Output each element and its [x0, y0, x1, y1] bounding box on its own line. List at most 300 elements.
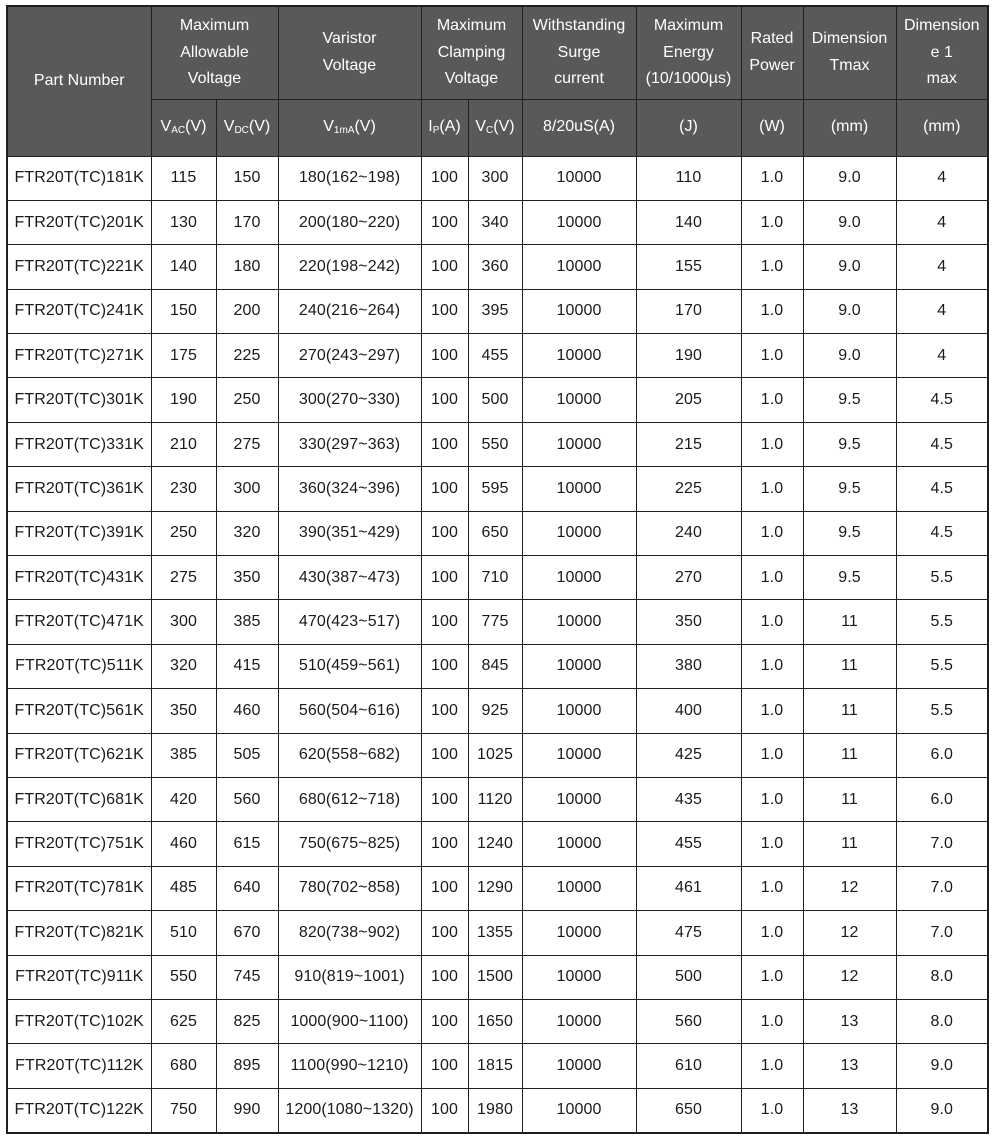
- value-cell: 1100(990~1210): [278, 1044, 421, 1088]
- part-number-cell: FTR20T(TC)431K: [7, 556, 151, 600]
- value-cell: 10000: [522, 156, 636, 200]
- value-cell: 610: [636, 1044, 741, 1088]
- part-number-cell: FTR20T(TC)112K: [7, 1044, 151, 1088]
- value-cell: 910(819~1001): [278, 955, 421, 999]
- value-cell: 9.5: [803, 422, 896, 466]
- part-number-cell: FTR20T(TC)511K: [7, 644, 151, 688]
- value-cell: 560: [216, 777, 278, 821]
- value-cell: 10000: [522, 733, 636, 777]
- value-cell: 300(270~330): [278, 378, 421, 422]
- value-cell: 415: [216, 644, 278, 688]
- value-cell: 620(558~682): [278, 733, 421, 777]
- table-row: [7, 467, 988, 511]
- value-cell: 1025: [468, 733, 522, 777]
- table-row: [7, 1044, 988, 1088]
- value-cell: 180: [216, 245, 278, 289]
- table-row: [7, 378, 988, 422]
- value-cell: 4.5: [896, 378, 988, 422]
- part-number-cell: FTR20T(TC)391K: [7, 511, 151, 555]
- value-cell: 9.5: [803, 511, 896, 555]
- value-cell: 9.0: [896, 1044, 988, 1088]
- part-number-cell: FTR20T(TC)221K: [7, 245, 151, 289]
- value-cell: 4: [896, 200, 988, 244]
- value-cell: 10000: [522, 245, 636, 289]
- value-cell: 820(738~902): [278, 911, 421, 955]
- value-cell: 10000: [522, 999, 636, 1043]
- table-row: [7, 422, 988, 466]
- table-row: [7, 156, 988, 200]
- value-cell: 460: [151, 822, 216, 866]
- value-cell: 150: [216, 156, 278, 200]
- value-cell: 210: [151, 422, 216, 466]
- value-cell: 400: [636, 689, 741, 733]
- value-cell: 10000: [522, 911, 636, 955]
- value-cell: 775: [468, 600, 522, 644]
- value-cell: 9.0: [803, 334, 896, 378]
- value-cell: 100: [421, 999, 468, 1043]
- column-header-maximum-allowable-voltage: Maximum Allowable Voltage: [151, 6, 278, 99]
- value-cell: 9.0: [803, 245, 896, 289]
- value-cell: 1.0: [741, 822, 803, 866]
- value-cell: 11: [803, 777, 896, 821]
- value-cell: 275: [216, 422, 278, 466]
- value-cell: 1.0: [741, 1088, 803, 1132]
- value-cell: 435: [636, 777, 741, 821]
- value-cell: 8.0: [896, 999, 988, 1043]
- table-body: [7, 156, 988, 1133]
- value-cell: 8.0: [896, 955, 988, 999]
- value-cell: 560: [636, 999, 741, 1043]
- value-cell: 240: [636, 511, 741, 555]
- value-cell: 150: [151, 289, 216, 333]
- table-row: [7, 689, 988, 733]
- value-cell: 1.0: [741, 689, 803, 733]
- unit-text: V: [323, 118, 334, 136]
- value-cell: 360: [468, 245, 522, 289]
- value-cell: 10000: [522, 200, 636, 244]
- value-cell: 100: [421, 689, 468, 733]
- value-cell: 650: [636, 1088, 741, 1132]
- part-number-cell: FTR20T(TC)561K: [7, 689, 151, 733]
- unit-header-vc: [468, 99, 522, 156]
- value-cell: 100: [421, 556, 468, 600]
- unit-header-vdc: [216, 99, 278, 156]
- value-cell: 1290: [468, 866, 522, 910]
- value-cell: 825: [216, 999, 278, 1043]
- value-cell: 1.0: [741, 467, 803, 511]
- unit-header-v1ma: [278, 99, 421, 156]
- value-cell: 110: [636, 156, 741, 200]
- value-cell: 1.0: [741, 644, 803, 688]
- value-cell: 10000: [522, 511, 636, 555]
- value-cell: 300: [151, 600, 216, 644]
- value-cell: 13: [803, 999, 896, 1043]
- value-cell: 200: [216, 289, 278, 333]
- value-cell: 425: [636, 733, 741, 777]
- value-cell: 13: [803, 1088, 896, 1132]
- value-cell: 11: [803, 600, 896, 644]
- value-cell: 500: [636, 955, 741, 999]
- value-cell: 5.5: [896, 556, 988, 600]
- value-cell: 550: [468, 422, 522, 466]
- table-row: [7, 866, 988, 910]
- value-cell: 9.0: [803, 289, 896, 333]
- value-cell: 175: [151, 334, 216, 378]
- value-cell: 625: [151, 999, 216, 1043]
- value-cell: 385: [216, 600, 278, 644]
- unit-header-energy-j: [636, 99, 741, 156]
- value-cell: 4.5: [896, 511, 988, 555]
- value-cell: 595: [468, 467, 522, 511]
- value-cell: 4.5: [896, 467, 988, 511]
- value-cell: 510(459~561): [278, 644, 421, 688]
- column-header-maximum-energy: Maximum Energy (10/1000µs): [636, 6, 741, 99]
- value-cell: 115: [151, 156, 216, 200]
- value-cell: 11: [803, 689, 896, 733]
- table-row: [7, 511, 988, 555]
- unit-text: V: [160, 118, 172, 136]
- value-cell: 11: [803, 644, 896, 688]
- value-cell: 100: [421, 334, 468, 378]
- table-row: [7, 644, 988, 688]
- unit-header-ip: [421, 99, 468, 156]
- value-cell: 10000: [522, 422, 636, 466]
- unit-text: V: [475, 118, 487, 136]
- value-cell: 510: [151, 911, 216, 955]
- value-cell: 9.0: [803, 200, 896, 244]
- table-row: [7, 822, 988, 866]
- value-cell: 1.0: [741, 1044, 803, 1088]
- column-header-maximum-clamping-voltage: Maximum Clamping Voltage: [421, 6, 522, 99]
- value-cell: 560(504~616): [278, 689, 421, 733]
- value-cell: 1815: [468, 1044, 522, 1088]
- value-cell: 350: [216, 556, 278, 600]
- value-cell: 100: [421, 1044, 468, 1088]
- table-row: [7, 1088, 988, 1132]
- value-cell: 10000: [522, 689, 636, 733]
- part-number-cell: FTR20T(TC)201K: [7, 200, 151, 244]
- value-cell: 4.5: [896, 422, 988, 466]
- value-cell: 745: [216, 955, 278, 999]
- value-cell: 1650: [468, 999, 522, 1043]
- value-cell: 500: [468, 378, 522, 422]
- value-cell: 1.0: [741, 733, 803, 777]
- value-cell: 300: [468, 156, 522, 200]
- table-row: [7, 955, 988, 999]
- value-cell: 330(297~363): [278, 422, 421, 466]
- value-cell: 640: [216, 866, 278, 910]
- value-cell: 9.5: [803, 556, 896, 600]
- value-cell: 100: [421, 955, 468, 999]
- header-group-row: [7, 6, 988, 99]
- value-cell: 5.5: [896, 689, 988, 733]
- part-number-cell: FTR20T(TC)781K: [7, 866, 151, 910]
- value-cell: 1.0: [741, 911, 803, 955]
- part-number-cell: FTR20T(TC)751K: [7, 822, 151, 866]
- unit-subscript: 1mA: [333, 125, 355, 137]
- part-number-cell: FTR20T(TC)821K: [7, 911, 151, 955]
- value-cell: 100: [421, 600, 468, 644]
- value-cell: 1.0: [741, 156, 803, 200]
- value-cell: 350: [636, 600, 741, 644]
- value-cell: 11: [803, 822, 896, 866]
- unit-header-power-w: [741, 99, 803, 156]
- value-cell: 10000: [522, 600, 636, 644]
- value-cell: 10000: [522, 644, 636, 688]
- unit-text: V: [223, 118, 235, 136]
- value-cell: 750: [151, 1088, 216, 1132]
- value-cell: 395: [468, 289, 522, 333]
- unit-subscript: AC: [171, 125, 186, 137]
- value-cell: 710: [468, 556, 522, 600]
- value-cell: 380: [636, 644, 741, 688]
- unit-header-e1-mm: [896, 99, 988, 156]
- value-cell: 10000: [522, 1088, 636, 1132]
- value-cell: 10000: [522, 334, 636, 378]
- value-cell: 13: [803, 1044, 896, 1088]
- value-cell: 4: [896, 156, 988, 200]
- value-cell: 9.5: [803, 378, 896, 422]
- unit-text: (V): [493, 118, 515, 136]
- value-cell: 420: [151, 777, 216, 821]
- value-cell: 100: [421, 733, 468, 777]
- value-cell: 100: [421, 511, 468, 555]
- value-cell: 5.5: [896, 600, 988, 644]
- table-header: [7, 6, 988, 156]
- table-row: [7, 999, 988, 1043]
- value-cell: 140: [151, 245, 216, 289]
- value-cell: 1.0: [741, 200, 803, 244]
- value-cell: 9.5: [803, 467, 896, 511]
- part-number-cell: FTR20T(TC)471K: [7, 600, 151, 644]
- value-cell: 100: [421, 156, 468, 200]
- value-cell: 10000: [522, 955, 636, 999]
- column-header-withstanding-surge-current: Withstanding Surge current: [522, 6, 636, 99]
- value-cell: 1500: [468, 955, 522, 999]
- value-cell: 1.0: [741, 955, 803, 999]
- value-cell: 190: [151, 378, 216, 422]
- value-cell: 6.0: [896, 777, 988, 821]
- value-cell: 215: [636, 422, 741, 466]
- value-cell: 9.0: [896, 1088, 988, 1132]
- value-cell: 220(198~242): [278, 245, 421, 289]
- value-cell: 155: [636, 245, 741, 289]
- value-cell: 455: [636, 822, 741, 866]
- value-cell: 470(423~517): [278, 600, 421, 644]
- value-cell: 1000(900~1100): [278, 999, 421, 1043]
- value-cell: 1.0: [741, 511, 803, 555]
- value-cell: 1.0: [741, 289, 803, 333]
- value-cell: 100: [421, 644, 468, 688]
- unit-header-surge: [522, 99, 636, 156]
- value-cell: 170: [216, 200, 278, 244]
- unit-text: (J): [679, 118, 698, 136]
- value-cell: 350: [151, 689, 216, 733]
- part-number-cell: FTR20T(TC)241K: [7, 289, 151, 333]
- value-cell: 455: [468, 334, 522, 378]
- table-row: [7, 600, 988, 644]
- unit-text: I: [428, 118, 433, 136]
- value-cell: 10000: [522, 467, 636, 511]
- part-number-cell: FTR20T(TC)271K: [7, 334, 151, 378]
- unit-text: (A): [439, 118, 461, 136]
- varistor-spec-table: [6, 5, 989, 1134]
- value-cell: 170: [636, 289, 741, 333]
- value-cell: 100: [421, 866, 468, 910]
- unit-text: (W): [759, 118, 785, 136]
- table-row: [7, 334, 988, 378]
- value-cell: 1.0: [741, 999, 803, 1043]
- value-cell: 5.5: [896, 644, 988, 688]
- part-number-cell: FTR20T(TC)301K: [7, 378, 151, 422]
- value-cell: 225: [636, 467, 741, 511]
- value-cell: 1.0: [741, 378, 803, 422]
- value-cell: 10000: [522, 777, 636, 821]
- value-cell: 390(351~429): [278, 511, 421, 555]
- value-cell: 12: [803, 955, 896, 999]
- value-cell: 10000: [522, 866, 636, 910]
- value-cell: 340: [468, 200, 522, 244]
- part-number-cell: FTR20T(TC)122K: [7, 1088, 151, 1132]
- value-cell: 100: [421, 777, 468, 821]
- part-number-cell: FTR20T(TC)331K: [7, 422, 151, 466]
- value-cell: 680: [151, 1044, 216, 1088]
- value-cell: 12: [803, 866, 896, 910]
- value-cell: 1.0: [741, 600, 803, 644]
- value-cell: 100: [421, 467, 468, 511]
- unit-text: 8/20uS(A): [542, 118, 616, 136]
- column-header-dimension-tmax: Dimension Tmax: [803, 6, 896, 99]
- value-cell: 990: [216, 1088, 278, 1132]
- value-cell: 10000: [522, 822, 636, 866]
- value-cell: 300: [216, 467, 278, 511]
- value-cell: 190: [636, 334, 741, 378]
- value-cell: 270(243~297): [278, 334, 421, 378]
- value-cell: 250: [216, 378, 278, 422]
- value-cell: 100: [421, 911, 468, 955]
- value-cell: 1240: [468, 822, 522, 866]
- value-cell: 100: [421, 422, 468, 466]
- value-cell: 650: [468, 511, 522, 555]
- value-cell: 430(387~473): [278, 556, 421, 600]
- value-cell: 680(612~718): [278, 777, 421, 821]
- unit-subscript: C: [486, 125, 494, 137]
- part-number-cell: FTR20T(TC)681K: [7, 777, 151, 821]
- value-cell: 780(702~858): [278, 866, 421, 910]
- unit-text: (V): [185, 118, 207, 136]
- unit-header-tmax-mm: [803, 99, 896, 156]
- value-cell: 100: [421, 289, 468, 333]
- value-cell: 1.0: [741, 866, 803, 910]
- value-cell: 10000: [522, 378, 636, 422]
- value-cell: 275: [151, 556, 216, 600]
- value-cell: 615: [216, 822, 278, 866]
- value-cell: 1.0: [741, 334, 803, 378]
- value-cell: 1.0: [741, 422, 803, 466]
- table-row: [7, 733, 988, 777]
- unit-text: (V): [354, 118, 376, 136]
- table-row: [7, 289, 988, 333]
- value-cell: 320: [216, 511, 278, 555]
- value-cell: 7.0: [896, 822, 988, 866]
- value-cell: 100: [421, 822, 468, 866]
- value-cell: 925: [468, 689, 522, 733]
- value-cell: 1.0: [741, 245, 803, 289]
- value-cell: 7.0: [896, 911, 988, 955]
- part-number-cell: FTR20T(TC)181K: [7, 156, 151, 200]
- unit-text: (V): [248, 118, 271, 136]
- value-cell: 845: [468, 644, 522, 688]
- value-cell: 10000: [522, 289, 636, 333]
- value-cell: 385: [151, 733, 216, 777]
- value-cell: 460: [216, 689, 278, 733]
- unit-subscript: P: [432, 125, 440, 137]
- value-cell: 550: [151, 955, 216, 999]
- column-header-varistor-voltage: Varistor Voltage: [278, 6, 421, 99]
- value-cell: 6.0: [896, 733, 988, 777]
- value-cell: 270: [636, 556, 741, 600]
- unit-text: (mm): [830, 118, 869, 136]
- part-number-cell: FTR20T(TC)102K: [7, 999, 151, 1043]
- value-cell: 180(162~198): [278, 156, 421, 200]
- unit-text: (mm): [923, 118, 961, 136]
- table-row: [7, 556, 988, 600]
- unit-subscript: DC: [234, 125, 249, 137]
- table-row: [7, 777, 988, 821]
- part-number-cell: FTR20T(TC)361K: [7, 467, 151, 511]
- value-cell: 4: [896, 245, 988, 289]
- value-cell: 100: [421, 378, 468, 422]
- value-cell: 12: [803, 911, 896, 955]
- value-cell: 360(324~396): [278, 467, 421, 511]
- value-cell: 100: [421, 1088, 468, 1132]
- value-cell: 670: [216, 911, 278, 955]
- column-header-dimension-e1-max: Dimension e 1 max: [896, 6, 988, 99]
- value-cell: 100: [421, 245, 468, 289]
- value-cell: 240(216~264): [278, 289, 421, 333]
- value-cell: 130: [151, 200, 216, 244]
- value-cell: 461: [636, 866, 741, 910]
- value-cell: 1980: [468, 1088, 522, 1132]
- header-units-row: [7, 99, 988, 156]
- value-cell: 11: [803, 733, 896, 777]
- value-cell: 320: [151, 644, 216, 688]
- column-header-part-number: Part Number: [7, 6, 151, 156]
- value-cell: 140: [636, 200, 741, 244]
- value-cell: 250: [151, 511, 216, 555]
- value-cell: 505: [216, 733, 278, 777]
- value-cell: 1355: [468, 911, 522, 955]
- part-number-cell: FTR20T(TC)911K: [7, 955, 151, 999]
- table-row: [7, 200, 988, 244]
- part-number-cell: FTR20T(TC)621K: [7, 733, 151, 777]
- table-row: [7, 911, 988, 955]
- value-cell: 475: [636, 911, 741, 955]
- value-cell: 9.0: [803, 156, 896, 200]
- value-cell: 230: [151, 467, 216, 511]
- value-cell: 100: [421, 200, 468, 244]
- value-cell: 10000: [522, 1044, 636, 1088]
- value-cell: 200(180~220): [278, 200, 421, 244]
- value-cell: 485: [151, 866, 216, 910]
- value-cell: 1.0: [741, 777, 803, 821]
- value-cell: 1120: [468, 777, 522, 821]
- value-cell: 1.0: [741, 556, 803, 600]
- value-cell: 4: [896, 289, 988, 333]
- table-row: [7, 245, 988, 289]
- value-cell: 4: [896, 334, 988, 378]
- column-header-rated-power: Rated Power: [741, 6, 803, 99]
